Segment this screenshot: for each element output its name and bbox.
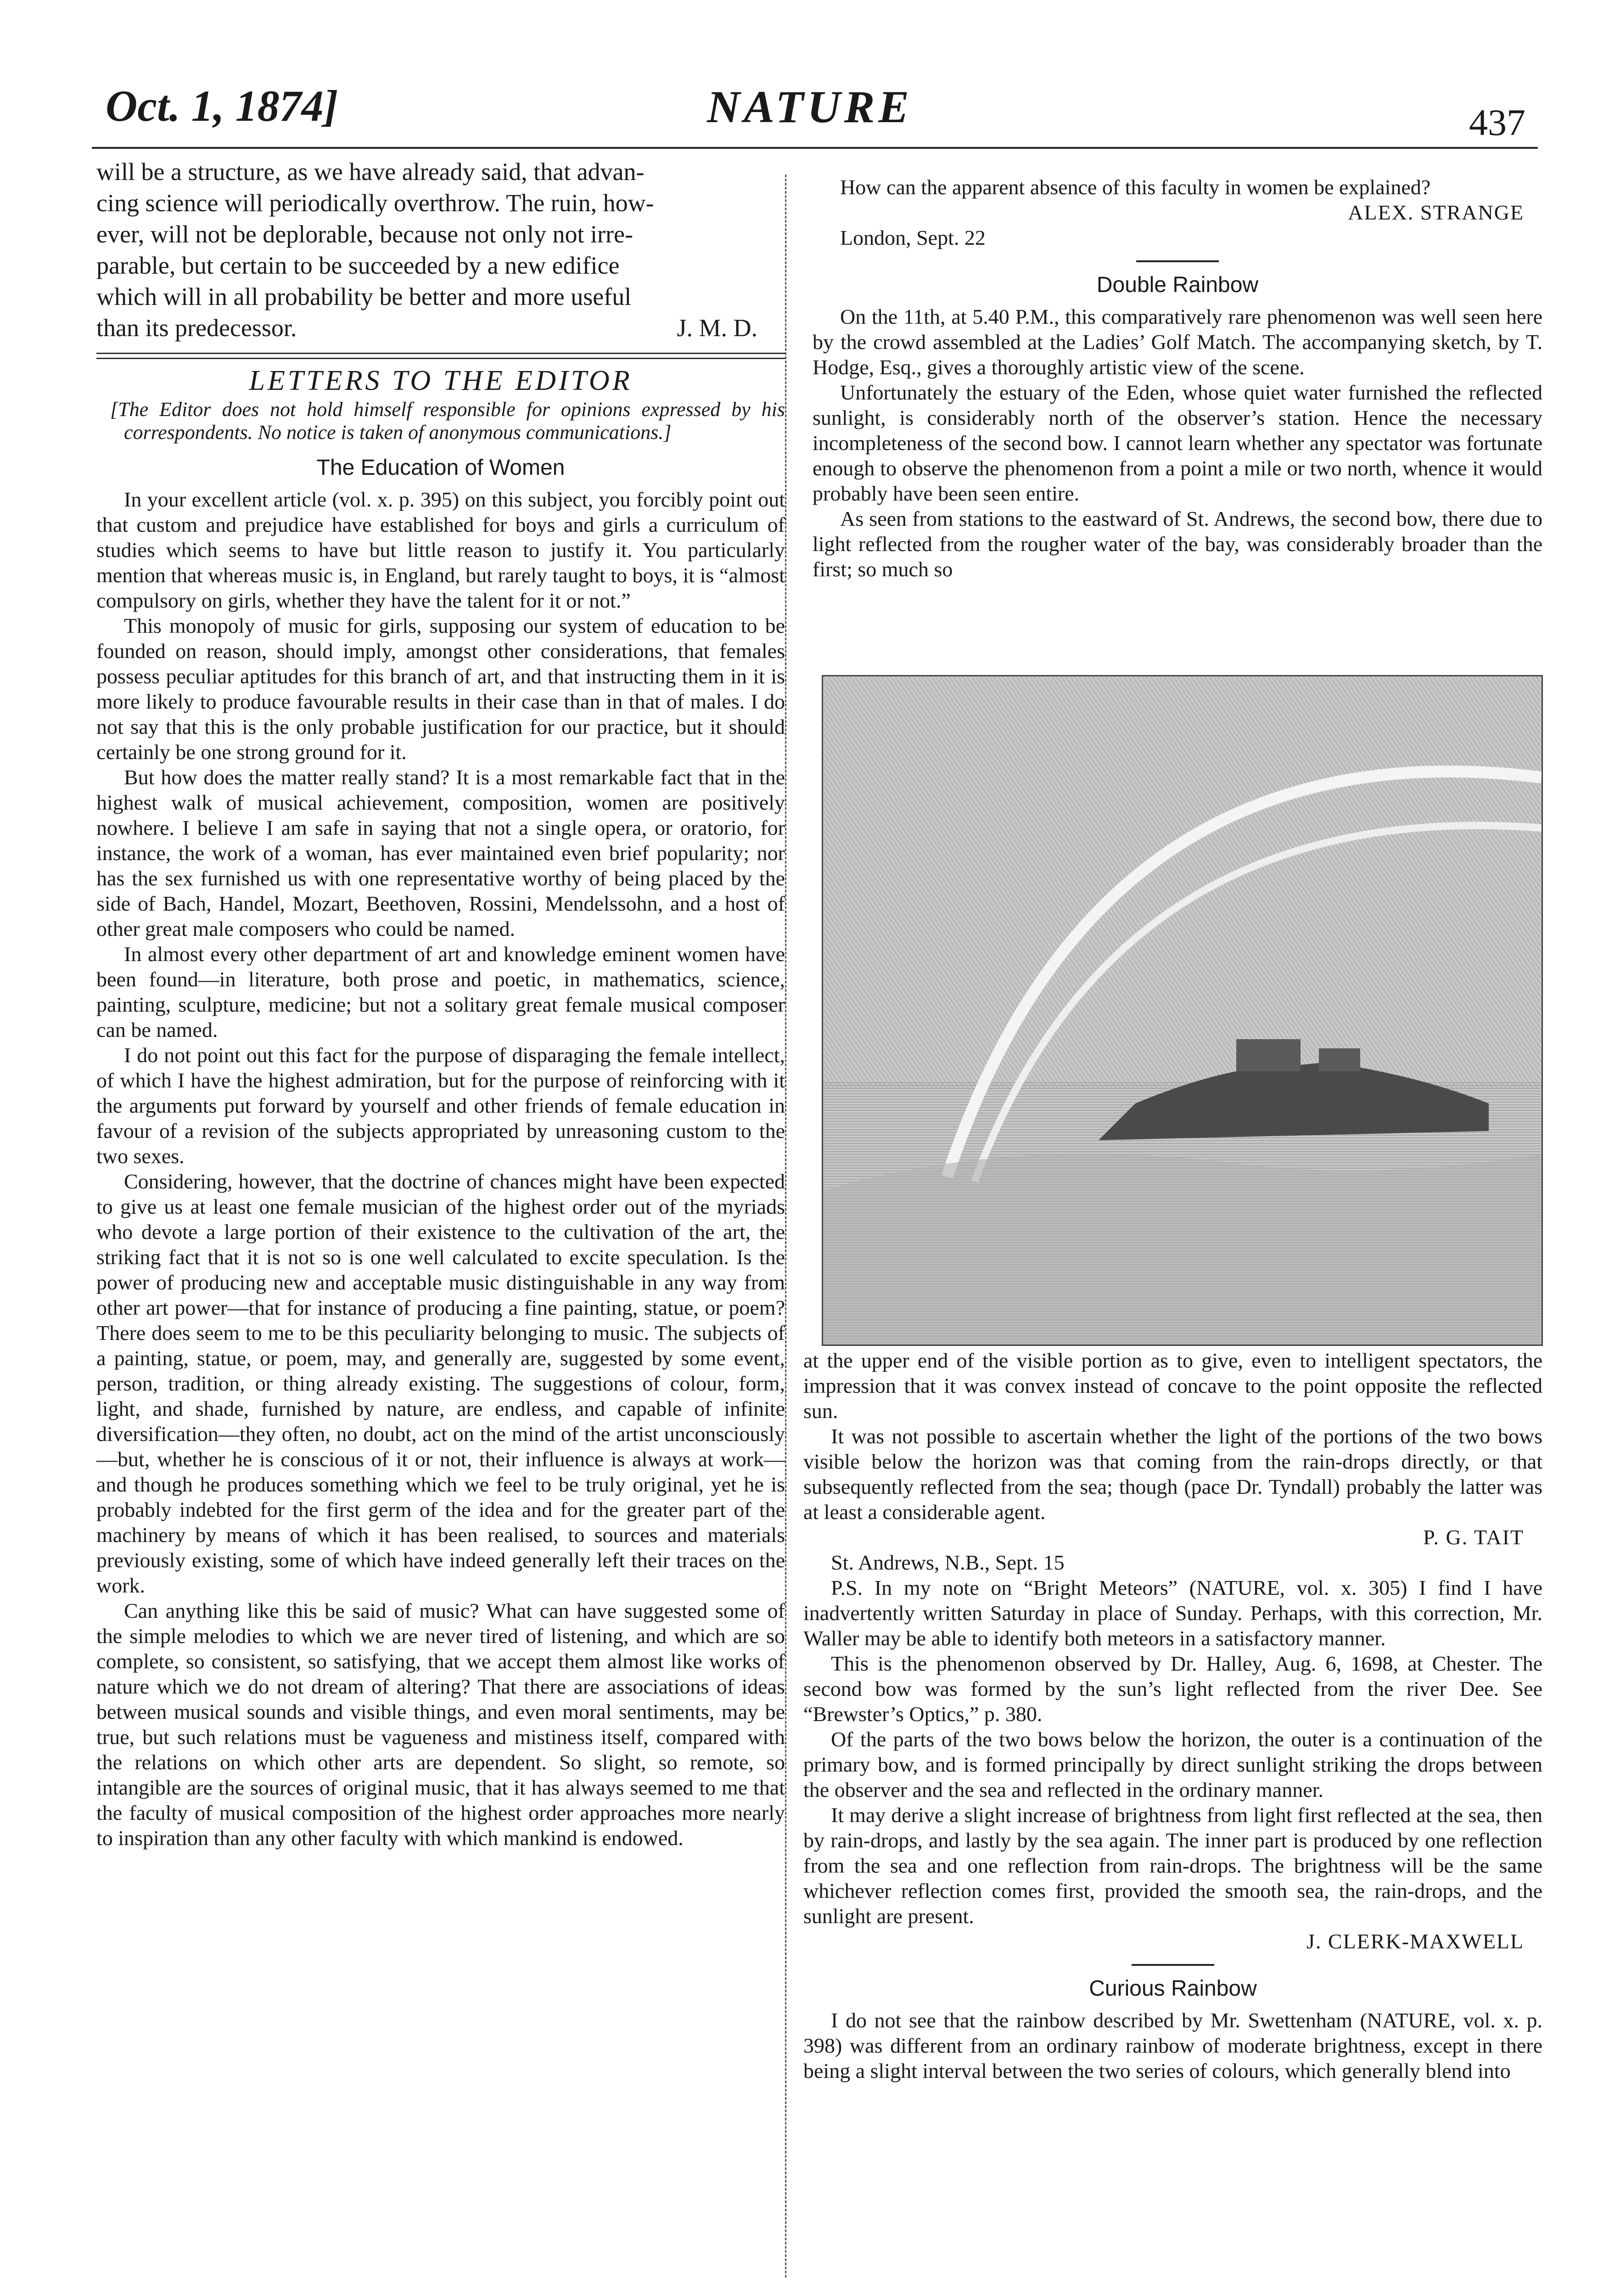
intro-line: ever, will not be deplorable, because not only not irre-	[96, 220, 633, 248]
letter-place: London, Sept. 22	[840, 226, 986, 249]
double-rainbow-paragraph: Unfortunately the estuary of the Eden, whose quiet water furnished the reflected sunlight, is considerably north of the observer’s station. Hence the necessary incompleteness of the second bow. I cannot learn whether any spectator was fortunate enough to observe the phenomenon from a point a mile or two north, whence it would probably have been seen entire.	[813, 381, 1542, 505]
left-column	[96, 156, 785, 1851]
article-paragraph: Can anything like this be said of music? What can have suggested some of the simple melodies to which we are never tired of listening, and which are so complete, so consistent, so satisfying, that we accept them almost like works of nature which we do not dream of altering? That there are associations of ideas between musical sounds and visible things, and even moral sentiments, may be true, but such relations must be vagueness and mistiness itself, compared with the relations on which other arts are dependent. So slight, so remote, so intangible are the sources of original music, that it has always seemed to me that the faculty of musical composition of the highest order approaches more nearly to inspiration than any other faculty with which mankind is endowed.	[96, 1599, 785, 1850]
article-title: The Education of Women	[316, 456, 565, 480]
intro-line: than its predecessor.	[96, 314, 297, 342]
maxwell-signature: J. CLERK-MAXWELL	[1306, 1930, 1524, 1953]
intro-line: will be a structure, as we have already said, that advan-	[96, 158, 645, 186]
intro-last-row	[96, 312, 785, 343]
double-rainbow-paragraph: On the 11th, at 5.40 P.M., this comparatively rare phenomenon was well seen here by the crowd assembled at the Ladies’ Golf Match. The accompanying sketch, by T. Hodge, Esq., gives a thoroughly artistic view of the scene.	[813, 305, 1542, 379]
section-rule	[96, 353, 785, 359]
article-paragraph: This monopoly of music for girls, supposing our system of education to be founded on reason, should imply, amongst other considerations, that females possess peculiar aptitudes for this branch of art, and that instructing them in it is more likely to produce favourable results in their case than in that of males. I do not say that this is the only probable justification for our practice, but it should certainly be one strong ground for it.	[96, 614, 785, 764]
right-column-top	[813, 174, 1542, 582]
intro-line: cing science will periodically overthrow. The ruin, how-	[96, 189, 654, 217]
issue-date: Oct. 1, 1874]	[106, 81, 338, 130]
double-rainbow-engraving	[822, 675, 1543, 1346]
letter-closing: How can the apparent absence of this faculty in women be explained?	[840, 175, 1431, 199]
curious-rainbow-paragraph: I do not see that the rainbow described by Mr. Swettenham (NATURE, vol. x. p. 398) was different from an ordinary rainbow of moderate brightness, except in there being a slight interval between the two series of colours, which generally blend into	[803, 2009, 1542, 2082]
double-rainbow-title: Double Rainbow	[1096, 273, 1259, 297]
article-paragraph: But how does the matter really stand? It is a most remarkable fact that in the highest walk of musical achievement, composition, women are positively nowhere. I believe I am safe in saying that not a single opera, or oratorio, for instance, the work of a woman, has ever maintained even brief popularity; nor has the sex furnished us with one representative worthy of being placed by the side of Bach, Handel, Mozart, Beethoven, Rossini, Mendelssohn, and a host of other great male composers who could be named.	[96, 765, 785, 940]
tait-signature: P. G. TAIT	[1423, 1525, 1524, 1549]
editor-note: [The Editor does not hold himself responsible for opinions expressed by his correspondents. No notice is taken of anonymous communications.]	[110, 398, 785, 444]
intro-signature: J. M. D.	[677, 314, 757, 342]
maxwell-paragraph: It may derive a slight increase of brightness from light first reflected at the sea, then by rain-drops, and lastly by the sea again. The inner part is produced by one reflection from the sea and one reflection from rain-drops. The brightness will be the same whichever reflection comes first, provided the smooth sea, the rain-drops, and the sunlight are present.	[803, 1803, 1542, 1928]
article-paragraph: I do not point out this fact for the purpose of disparaging the female intellect, of which I have the highest admiration, but for the purpose of reinforcing with it the arguments put forward by yourself and other friends of female education in favour of a revision of the subjects appropriated by unreasoning custom to the two sexes.	[96, 1043, 785, 1168]
journal-title: NATURE	[707, 81, 913, 132]
intro-line: parable, but certain to be succeeded by a new edifice	[96, 252, 620, 279]
postscript: P.S. In my note on “Bright Meteors” (NATURE, vol. x. 305) I find I have inadvertently written Saturday in place of Sunday. Perhaps, with this correction, Mr. Waller may be able to identify both meteors in a satisfactory manner.	[803, 1576, 1542, 1650]
divider	[1136, 260, 1219, 262]
column-divider	[785, 174, 786, 2278]
page-number: 437	[1469, 101, 1525, 143]
rainbow-illustration	[823, 676, 1542, 1345]
curious-rainbow-title: Curious Rainbow	[1089, 1976, 1257, 2001]
maxwell-paragraph: Of the parts of the two bows below the horizon, the outer is a continuation of the primary bow, and is formed principally by direct sunlight striking the drops between the observer and the sea and reflected in the ordinary manner.	[803, 1728, 1542, 1801]
article-paragraph: Considering, however, that the doctrine of chances might have been expected to give us at least one female musician of the highest order out of the myriads who devote a large portion of their existence to the cultivation of the art, the striking fact that it is not so is one well calculated to excite speculation. Is the power of producing new and acceptable music distinguishable in any way from other art power—that for instance of producing a fine painting, statue, or poem? There does seem to me to be this peculiarity belonging to music. The subjects of a painting, statue, or poem, may, and generally are, suggested by some event, person, tradition, or thing already existing. The suggestions of colour, form, light, and shade, furnished by nature, are endless, and capable of infinite diversification—they often, no doubt, act on the mind of the artist unconsciously—but, whether he is conscious of it or not, their influence is always at work—and though he produces something which we feel to be truly original, yet he is probably indebted for the first germ of the idea and for the greater part of the machinery by means of which it has been realised, to sources and materials previously existing, some of which have indeed generally left their traces on the work.	[96, 1170, 785, 1597]
header-rule	[92, 147, 1538, 149]
double-rainbow-paragraph: It was not possible to ascertain whether the light of the portions of the two bows visible below the horizon was that coming from the rain-drops directly, or that subsequently reflected from the sea; though (pace Dr. Tyndall) probably the latter was at least a considerable agent.	[803, 1424, 1542, 1524]
section-title: LETTERS TO THE EDITOR	[249, 365, 633, 396]
intro-line: which will in all probability be better and more useful	[96, 283, 632, 310]
letter-signature: ALEX. STRANGE	[1348, 201, 1524, 224]
right-column-bottom	[803, 1348, 1542, 2083]
maxwell-paragraph: This is the phenomenon observed by Dr. Halley, Aug. 6, 1698, at Chester. The second bow was formed by the sun’s light reflected from the river Dee. See “Brewster’s Optics,” p. 380.	[803, 1652, 1542, 1726]
intro-paragraph	[96, 156, 785, 343]
article-paragraph: In almost every other department of art and knowledge eminent women have been found—in literature, both prose and poetic, in mathematics, science, painting, sculpture, medicine; but not a solitary great female musical composer can be named.	[96, 942, 785, 1041]
double-rainbow-paragraph: at the upper end of the visible portion as to give, even to intelligent spectators, the impression that it was convex instead of concave to the point opposite the reflected sun.	[803, 1349, 1542, 1423]
divider	[1132, 1964, 1214, 1966]
tait-place: St. Andrews, N.B., Sept. 15	[831, 1551, 1065, 1574]
article-paragraph: In your excellent article (vol. x. p. 395) on this subject, you forcibly point out that custom and prejudice have established for boys and girls a curriculum of studies which seems to have but little reason to justify it. You particularly mention that whereas music is, in England, but rarely taught to boys, it is “almost compulsory on girls, whether they have the talent for it or not.”	[96, 488, 785, 612]
double-rainbow-paragraph: As seen from stations to the eastward of St. Andrews, the second bow, there due to light reflected from the rougher water of the bay, was considerably broader than the first; so much so	[813, 507, 1542, 581]
